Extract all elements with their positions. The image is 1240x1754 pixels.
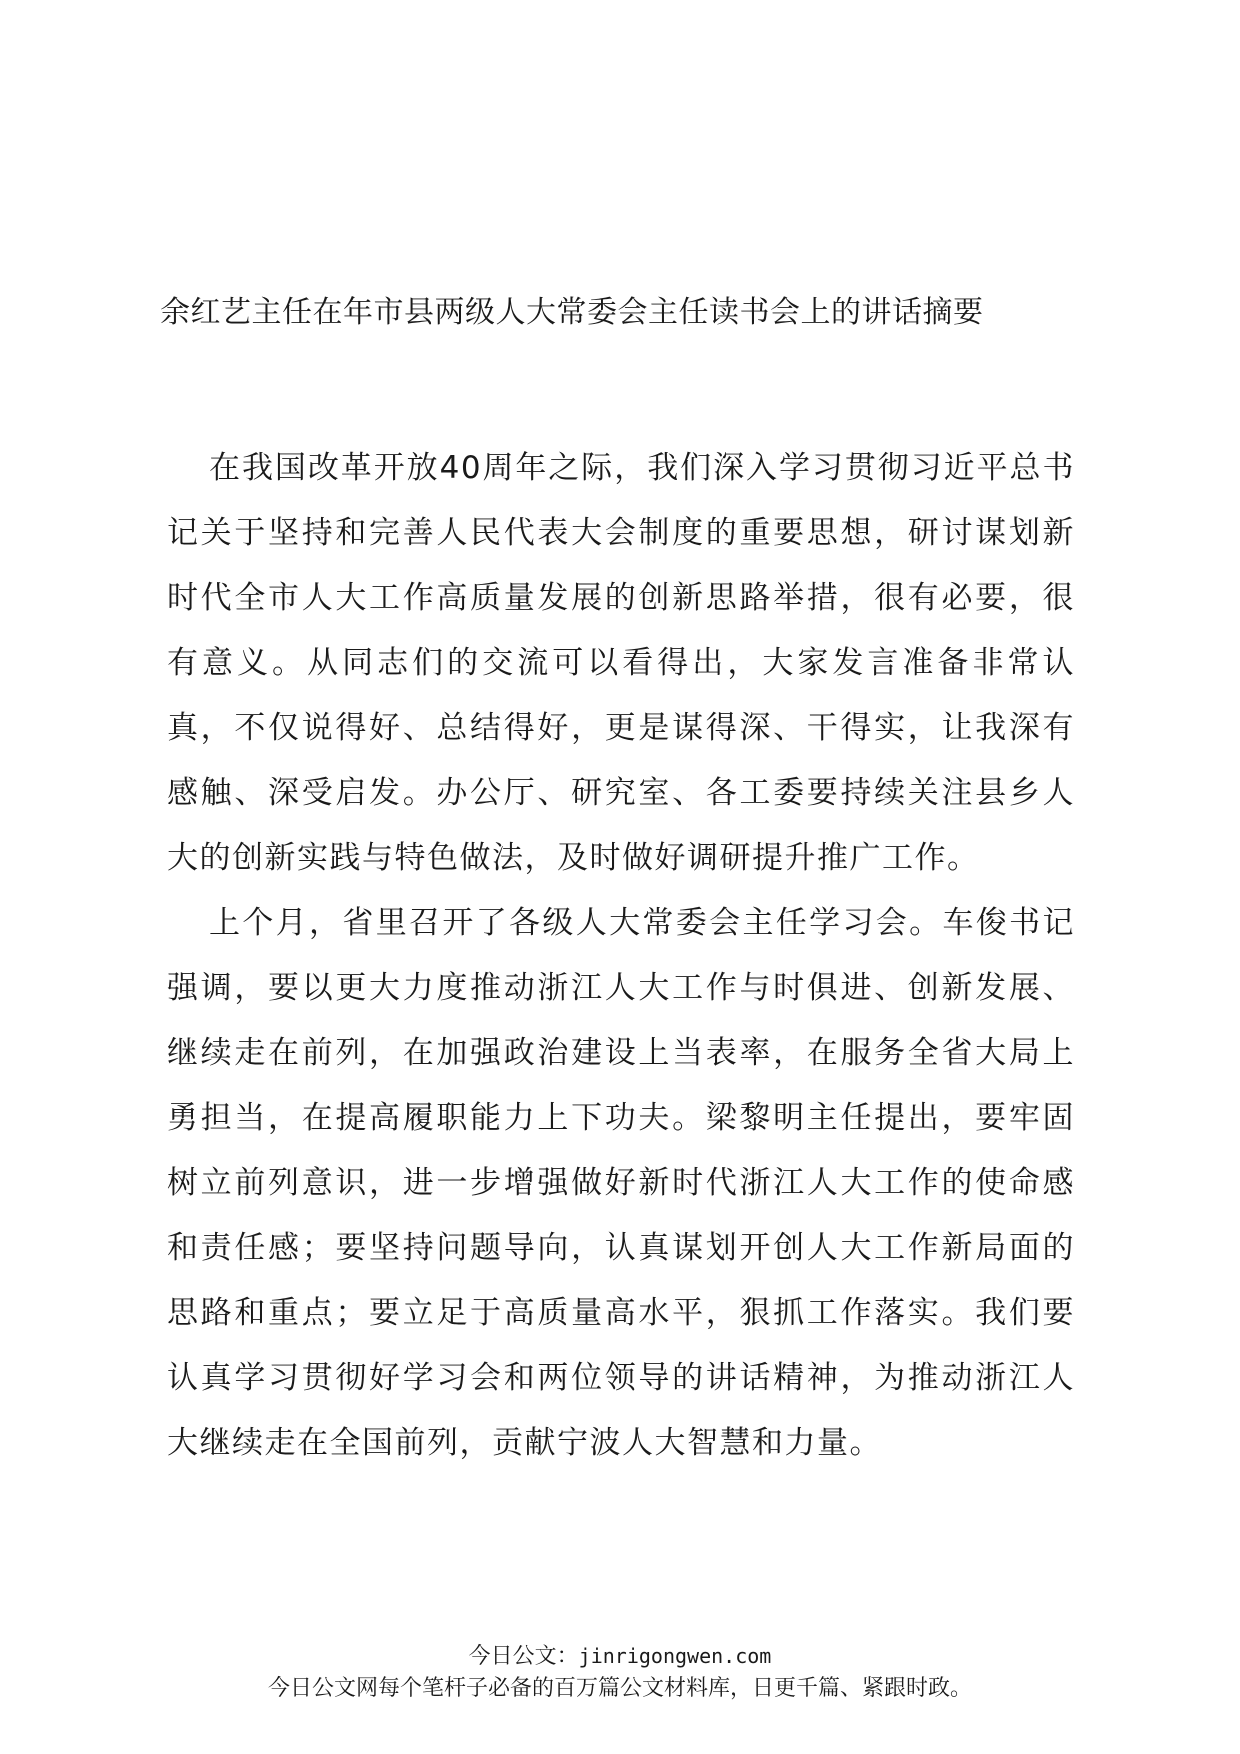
page-footer	[0, 1640, 1240, 1705]
footer-source	[0, 1640, 1240, 1673]
footer-slogan: 今日公文网每个笔杆子必备的百万篇公文材料库，日更千篇、紧跟时政。	[267, 1676, 972, 1701]
document-body	[167, 436, 1075, 1476]
paragraph-2: 上个月，省里召开了各级人大常委会主任学习会。车俊书记强调，要以更大力度推动浙江人大工作与时俱进、创新发展、继续走在前列，在加强政治建设上当表率，在服务全省大局上勇担当，在提高履职能力上下功夫。梁黎明主任提出，要牢固树立前列意识，进一步增强做好新时代浙江人大工作的使命感和责任感；要坚持问题导向，认真谋划开创人大工作新局面的思路和重点；要立足于高质量高水平，狠抓工作落实。我们要认真学习贯彻好学习会和两位领导的讲话精神，为推动浙江人大继续走在全国前列，贡献宁波人大智慧和力量。	[167, 905, 1075, 1461]
footer-site-link[interactable]: jinrigongwen.com	[578, 1644, 772, 1668]
footer-label: 今日公文：	[468, 1644, 579, 1669]
paragraph-1: 在我国改革开放40周年之际，我们深入学习贯彻习近平总书记关于坚持和完善人民代表大会制度的重要思想，研讨谋划新时代全市人大工作高质量发展的创新思路举措，很有必要，很有意义。从同志们的交流可以看得出，大家发言准备非常认真，不仅说得好、总结得好，更是谋得深、干得实，让我深有感触、深受启发。办公厅、研究室、各工委要持续关注县乡人大的创新实践与特色做法，及时做好调研提升推广工作。	[167, 450, 1075, 876]
document-title: 余红艺主任在年市县两级人大常委会主任读书会上的讲话摘要	[160, 295, 984, 330]
